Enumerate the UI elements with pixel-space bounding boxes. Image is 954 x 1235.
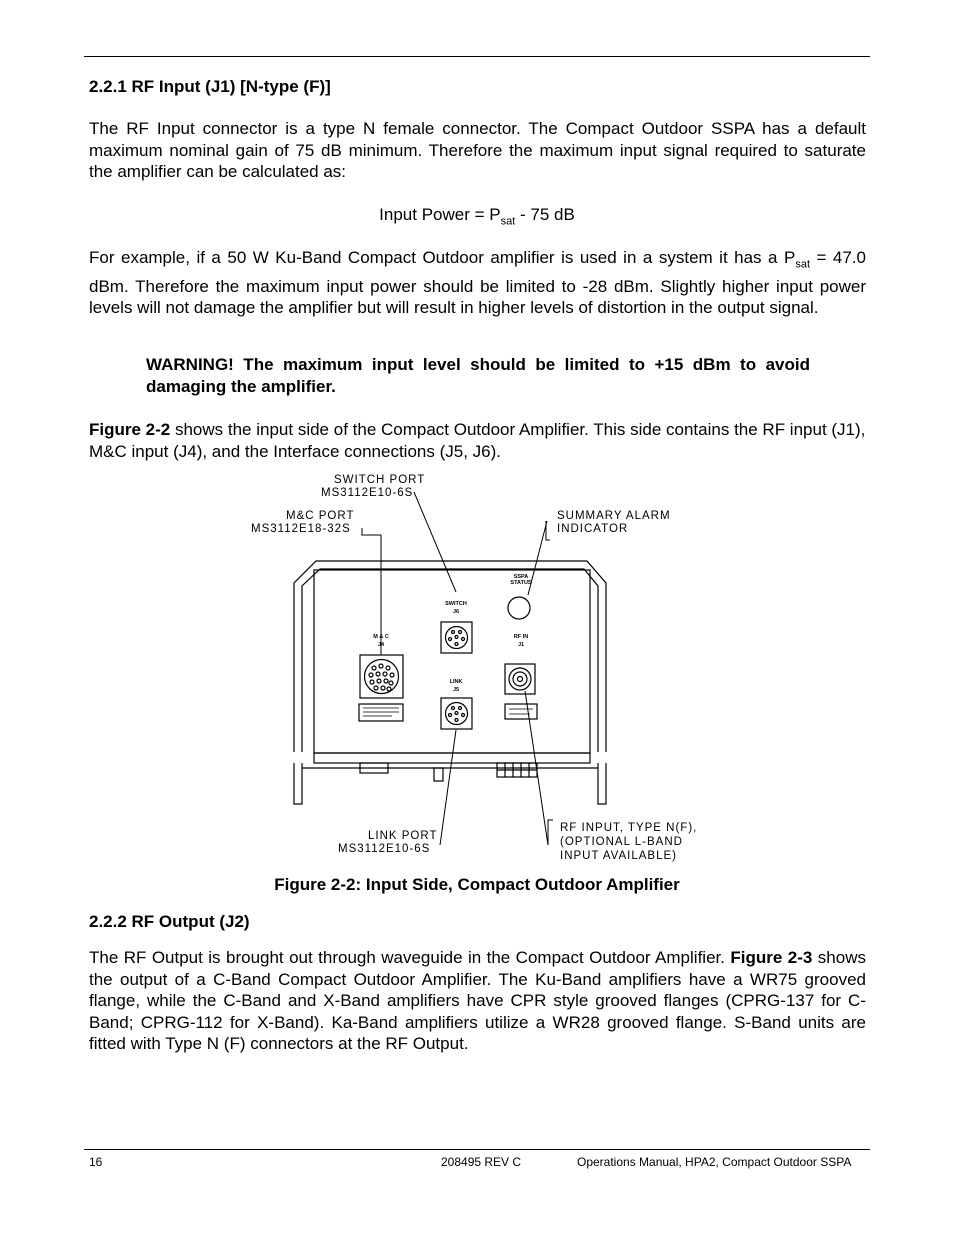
callout-link-port-line2: MS3112E10-6S — [338, 843, 431, 855]
callout-alarm-line2: INDICATOR — [557, 523, 629, 535]
callout-switch-port-line2: MS3112E10-6S — [321, 487, 414, 499]
example-text-b: = 47.0 dBm. Therefore the maximum input power should be limited to -28 dBm. Slightly higher input power levels will not damage the amplifier but will result in higher levels of distortion in the output signal. — [89, 248, 866, 318]
rf-output-text-a: The RF Output is brought out through waveguide in the Compact Outdoor Amplifier. — [89, 948, 731, 967]
warning-note: WARNING! The maximum input level should be limited to +15 dBm to avoid damaging the amplifier. — [146, 355, 810, 396]
figure-caption: Figure 2-2: Input Side, Compact Outdoor Amplifier — [274, 875, 680, 894]
formula-subscript: sat — [500, 215, 516, 228]
page-number: 16 — [89, 1155, 103, 1169]
callout-rf-input-line3: INPUT AVAILABLE) — [560, 850, 677, 862]
label-link: LINK — [449, 679, 463, 685]
label-j4: J4 — [377, 642, 385, 648]
formula-suffix: - 75 dB — [515, 205, 575, 224]
label-status: STATUS — [510, 580, 532, 586]
doc-title: Operations Manual, HPA2, Compact Outdoor SSPA — [577, 1155, 852, 1169]
callout-switch-port-line1: SWITCH PORT — [334, 474, 426, 486]
callout-rf-input-line2: (OPTIONAL L-BAND — [560, 836, 683, 848]
paragraph-rf-input-intro: The RF Input connector is a type N female connector. The Compact Outdoor SSPA has a default maximum nominal gain of 75 dB minimum. Therefore the maximum input signal required to saturate the amplifier can be calculated as: — [89, 119, 866, 181]
callout-mc-port-line2: MS3112E18-32S — [251, 523, 351, 535]
example-text-a: For example, if a 50 W Ku-Band Compact Outdoor amplifier is used in a system it has a P — [89, 248, 796, 267]
doc-number: 208495 REV C — [441, 1155, 522, 1169]
figure-2-2-link[interactable]: Figure 2-2 — [89, 420, 171, 439]
callout-rf-input-line1: RF INPUT, TYPE N(F), — [560, 822, 698, 834]
label-sspa: SSPA — [513, 574, 529, 580]
formula-prefix: Input Power = P — [379, 205, 501, 224]
figure-2-3-link[interactable]: Figure 2-3 — [730, 948, 813, 967]
label-j5: J5 — [452, 687, 460, 693]
rf-output-text-b: shows the output of a C-Band Compact Outdoor Amplifier. The Ku-Band amplifiers have a WR75 grooved flange, while the C-Band and X-Band amplifiers have CPR style grooved flanges (CPRG-137 for C-Band; CPRG-112 for X-Band). Ka-Band amplifiers utilize a WR28 grooved flange. S-Band units are fitted with Type N (F) connectors at the RF Output. — [89, 948, 866, 1053]
figure-ref-text: shows the input side of the Compact Outdoor Amplifier. This side contains the RF input (J1), M&C input (J4), and the Interface connections (J5, J6). — [89, 420, 866, 461]
label-switch: SWITCH — [445, 601, 467, 607]
example-subscript: sat — [795, 258, 811, 271]
section-heading-rf-output: 2.2.2 RF Output (J2) — [89, 912, 250, 931]
callout-mc-port-line1: M&C PORT — [286, 510, 355, 522]
label-j1: J1 — [517, 642, 525, 648]
footer-rule — [84, 1149, 870, 1150]
label-j6: J6 — [452, 609, 460, 615]
callout-link-port-line1: LINK PORT — [368, 830, 438, 842]
section-heading-rf-input: 2.2.1 RF Input (J1) [N-type (F)] — [89, 77, 331, 96]
label-rfin: RF IN — [513, 634, 529, 640]
paragraph-rf-output — [89, 947, 866, 1055]
callout-alarm-line1: SUMMARY ALARM — [557, 510, 671, 522]
label-mc: M & C — [373, 634, 389, 640]
